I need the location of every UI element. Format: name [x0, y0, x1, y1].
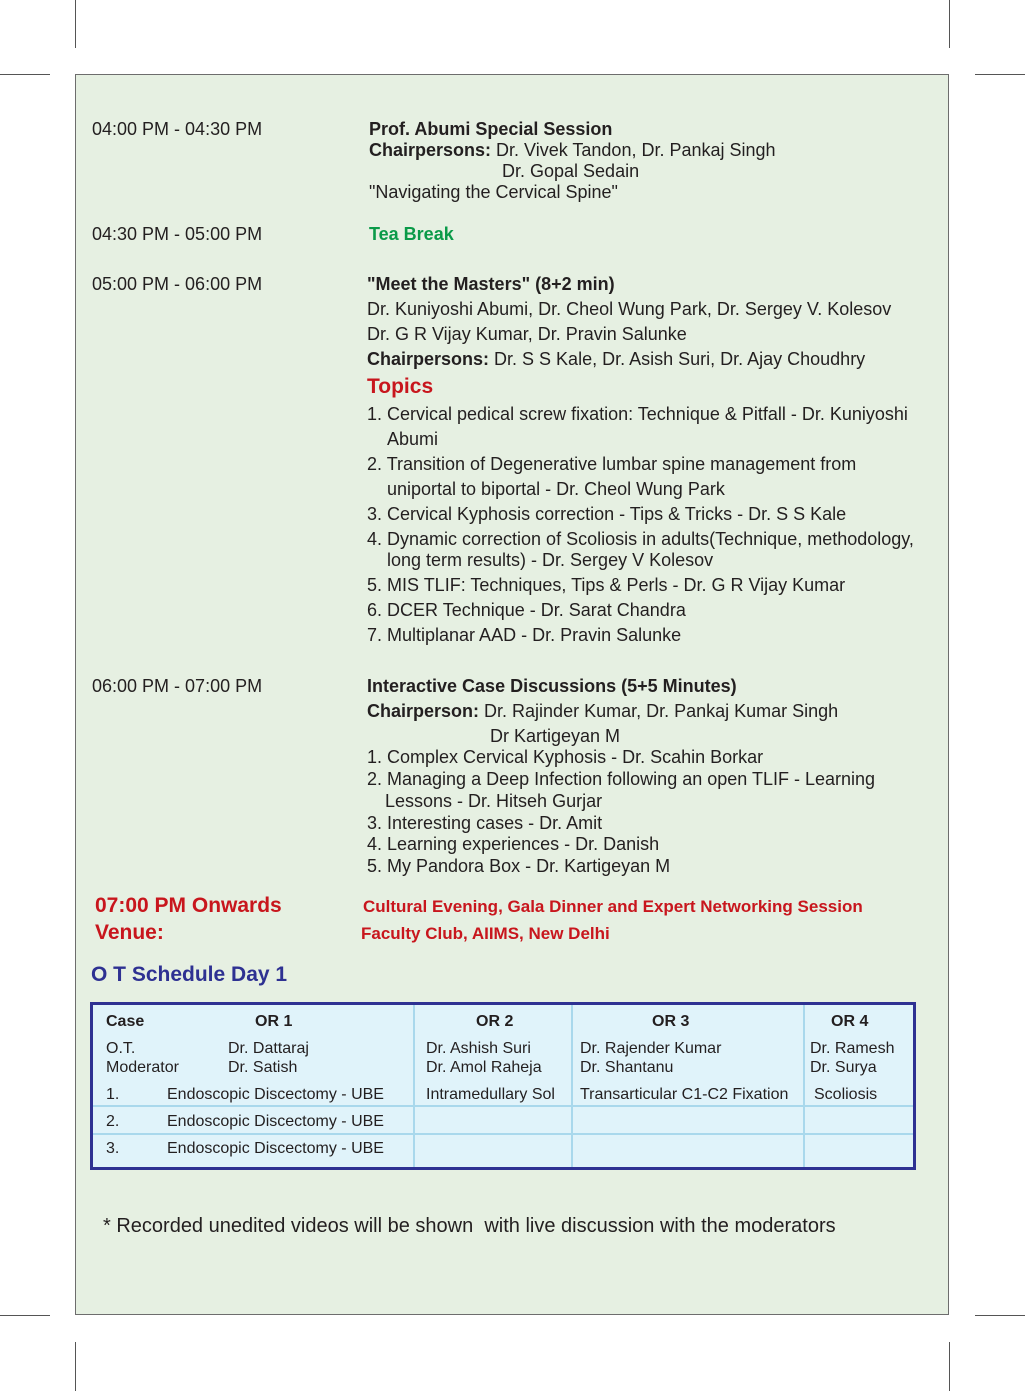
- session-chairs: [369, 140, 776, 161]
- row-divider: [93, 1105, 913, 1107]
- header-or3: OR 3: [652, 1013, 690, 1030]
- crop-mark: [975, 74, 1025, 75]
- speakers-line: Dr. G R Vijay Kumar, Dr. Pravin Salunke: [367, 324, 687, 344]
- session-time: 04:00 PM - 04:30 PM: [92, 119, 263, 139]
- speakers-line: Dr. Kuniyoshi Abumi, Dr. Cheol Wung Park, Dr. Sergey V. Kolesov: [367, 299, 892, 319]
- column-divider: [803, 1005, 805, 1167]
- header-or4: OR 4: [831, 1013, 869, 1030]
- or4-ot-doctor: Dr. Ramesh: [810, 1040, 895, 1057]
- tea-break-label: Tea Break: [369, 224, 454, 244]
- column-divider: [571, 1005, 573, 1167]
- crop-mark: [75, 0, 76, 48]
- chair-names: Dr. Vivek Tandon, Dr. Pankaj Singh: [491, 140, 776, 160]
- or3-case: Transarticular C1-C2 Fixation: [580, 1086, 789, 1103]
- moderator-label: Moderator: [106, 1059, 179, 1076]
- chair-label: Chairperson:: [367, 701, 480, 721]
- or1-case: Endoscopic Discectomy - UBE: [167, 1086, 384, 1103]
- topic-item: Abumi: [387, 429, 439, 449]
- crop-mark: [75, 1342, 76, 1391]
- case-item: 3. Interesting cases - Dr. Amit: [367, 813, 603, 833]
- or2-moderator: Dr. Amol Raheja: [426, 1059, 542, 1076]
- crop-mark: [975, 1315, 1025, 1316]
- session-time: 05:00 PM - 06:00 PM: [92, 274, 263, 294]
- crop-mark: [0, 1315, 50, 1316]
- case-number: 1.: [106, 1086, 120, 1103]
- session-title: "Meet the Masters" (8+2 min): [367, 274, 615, 294]
- session-title: Prof. Abumi Special Session: [369, 119, 613, 139]
- or1-moderator: Dr. Satish: [228, 1059, 298, 1076]
- topic-item: 1. Cervical pedical screw fixation: Technique & Pitfall - Dr. Kuniyoshi: [367, 404, 908, 424]
- ot-schedule-table: [90, 1002, 916, 1170]
- footnote: * Recorded unedited videos will be shown with live discussion with the moderators: [103, 1215, 836, 1237]
- crop-mark: [0, 74, 50, 75]
- evening-time: 07:00 PM Onwards: [95, 894, 282, 917]
- header-or1: OR 1: [255, 1013, 293, 1030]
- topic-item: uniportal to biportal - Dr. Cheol Wung Park: [387, 479, 725, 499]
- or4-moderator: Dr. Surya: [810, 1059, 877, 1076]
- session-chairs-cont: Dr Kartigeyan M: [490, 726, 621, 746]
- case-item: 5. My Pandora Box - Dr. Kartigeyan M: [367, 856, 671, 876]
- case-item: 4. Learning experiences - Dr. Danish: [367, 834, 660, 854]
- topic-item: 5. MIS TLIF: Techniques, Tips & Perls - Dr. G R Vijay Kumar: [367, 575, 846, 595]
- case-item: Lessons - Dr. Hitseh Gurjar: [385, 791, 603, 811]
- topic-item: 7. Multiplanar AAD - Dr. Pravin Salunke: [367, 625, 682, 645]
- or3-moderator: Dr. Shantanu: [580, 1059, 674, 1076]
- ot-label: O.T.: [106, 1040, 136, 1057]
- topic-item: 3. Cervical Kyphosis correction - Tips & Tricks - Dr. S S Kale: [367, 504, 847, 524]
- evening-event: Cultural Evening, Gala Dinner and Expert Networking Session: [363, 897, 863, 916]
- venue-name: Faculty Club, AIIMS, New Delhi: [361, 924, 610, 943]
- or4-case: Scoliosis: [814, 1086, 878, 1103]
- case-item: 1. Complex Cervical Kyphosis - Dr. Scahin Borkar: [367, 747, 764, 767]
- session-chairs: [367, 349, 865, 370]
- case-item: 2. Managing a Deep Infection following an open TLIF - Learning: [367, 769, 875, 789]
- or2-case: Intramedullary Sol: [426, 1086, 555, 1103]
- case-number: 3.: [106, 1140, 120, 1157]
- chair-label: Chairpersons:: [367, 349, 490, 369]
- or1-ot-doctor: Dr. Dattaraj: [228, 1040, 309, 1057]
- or3-ot-doctor: Dr. Rajender Kumar: [580, 1040, 722, 1057]
- chair-names: Dr. Rajinder Kumar, Dr. Pankaj Kumar Singh: [479, 701, 839, 721]
- topic-item: 6. DCER Technique - Dr. Sarat Chandra: [367, 600, 686, 620]
- or2-ot-doctor: Dr. Ashish Suri: [426, 1040, 531, 1057]
- header-or2: OR 2: [476, 1013, 514, 1030]
- chair-names: Dr. S S Kale, Dr. Asish Suri, Dr. Ajay Choudhry: [489, 349, 866, 369]
- case-number: 2.: [106, 1113, 120, 1130]
- topics-heading: Topics: [367, 375, 434, 398]
- venue-label: Venue:: [95, 921, 164, 944]
- topic-item: 2. Transition of Degenerative lumbar spine management from: [367, 454, 857, 474]
- topic-item: 4. Dynamic correction of Scoliosis in adults(Technique, methodology,: [367, 529, 914, 549]
- session-title: Interactive Case Discussions (5+5 Minutes): [367, 676, 737, 696]
- topic-item: long term results) - Dr. Sergey V Kolesov: [387, 550, 714, 570]
- chair-label: Chairpersons:: [369, 140, 492, 160]
- session-time: 06:00 PM - 07:00 PM: [92, 676, 263, 696]
- session-time: 04:30 PM - 05:00 PM: [92, 224, 263, 244]
- column-divider: [413, 1005, 415, 1167]
- or1-case: Endoscopic Discectomy - UBE: [167, 1140, 384, 1157]
- crop-mark: [949, 0, 950, 48]
- ot-schedule-heading: O T Schedule Day 1: [91, 963, 288, 986]
- header-case: Case: [106, 1013, 145, 1030]
- row-divider: [93, 1133, 913, 1135]
- or1-case: Endoscopic Discectomy - UBE: [167, 1113, 384, 1130]
- session-talk: "Navigating the Cervical Spine": [369, 182, 618, 202]
- crop-mark: [949, 1342, 950, 1391]
- session-chairs: [367, 701, 838, 722]
- session-chairs-cont: Dr. Gopal Sedain: [502, 161, 640, 181]
